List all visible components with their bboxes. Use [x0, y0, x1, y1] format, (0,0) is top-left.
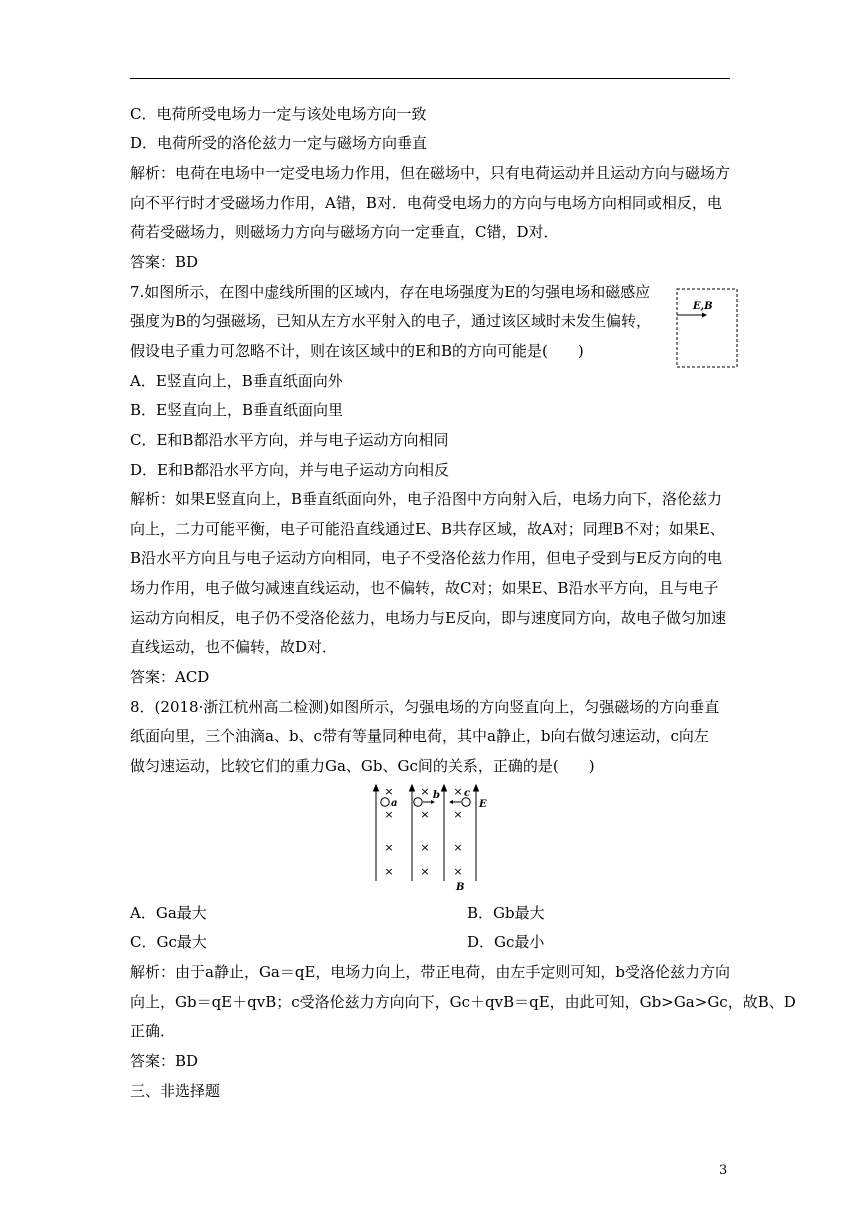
drop-a-label: a — [391, 798, 398, 809]
solution-q6-line1: 解析：电荷在电场中一定受电场力作用，但在磁场中，只有电荷运动并且运动方向与磁场方 — [130, 164, 731, 182]
solution-q6-line2: 向不平行时才受磁场力作用，A错，B对．电荷受电场力的方向与电场方向相同或相反，电 — [130, 194, 722, 212]
svg-text:×: × — [420, 841, 430, 854]
drop-c-label: c — [464, 788, 471, 799]
svg-text:×: × — [453, 841, 463, 854]
question-7-line1: 7.如图所示，在图中虚线所围的区域内，存在电场强度为E的匀强电场和磁感应 — [130, 283, 651, 301]
solution-q7-line4: 场力作用，电子做匀减速直线运动，也不偏转，故C对；如果E、B沿水平方向，且与电子 — [130, 579, 719, 597]
field-b-label: B — [456, 882, 465, 891]
solution-q7-line3: B沿水平方向且与电子运动方向相同，电子不受洛伦兹力作用，但电子受到与E反方向的电 — [130, 549, 722, 567]
svg-text:×: × — [384, 865, 394, 878]
page-number: 3 — [719, 1163, 728, 1178]
svg-text:×: × — [453, 865, 463, 878]
svg-text:×: × — [384, 785, 394, 798]
option-a-q7: A．E竖直向上，B垂直纸面向外 — [130, 372, 343, 390]
figure-field-region — [676, 288, 738, 368]
drop-b-label: b — [433, 790, 440, 801]
solution-q8-line1: 解析：由于a静止，Ga＝qE，电场力向上，带正电荷，由左手定则可知，b受洛伦兹力方向 — [130, 963, 731, 981]
solution-q6-line3: 荷若受磁场力，则磁场力方向与磁场方向一定垂直，C错，D对． — [130, 223, 559, 241]
section-heading: 三、非选择题 — [130, 1082, 221, 1100]
svg-text:×: × — [384, 841, 394, 854]
arrow-left-icon — [449, 800, 453, 804]
option-d-q8: D．Gc最小 — [467, 933, 545, 951]
option-c-q6: C．电荷所受电场力一定与该处电场方向一致 — [130, 105, 427, 123]
solution-q8-line3: 正确． — [130, 1022, 176, 1040]
question-8-line1: 8．(2018·浙江杭州高二检测)如图所示，匀强电场的方向竖直向上，匀强磁场的方向垂直 — [130, 698, 720, 716]
answer-q7: 答案：ACD — [130, 668, 210, 686]
figure-oil-drops — [368, 783, 492, 891]
question-8-line2: 纸面向里，三个油滴a、b、c带有等量同种电荷，其中a静止，b向右做匀速运动，c向左 — [130, 727, 709, 745]
field-e-label: E — [479, 799, 487, 810]
svg-text:×: × — [420, 808, 430, 821]
drop-c-icon — [462, 798, 470, 806]
svg-text:×: × — [420, 865, 430, 878]
solution-q7-line2: 向上，二力可能平衡，电子可能沿直线通过E、B共存区域，故A对；同理B不对；如果E、 — [130, 520, 725, 538]
solution-q8-line2: 向上，Gb＝qE＋qvB；c受洛伦兹力方向向下，Gc＋qvB＝qE，由此可知，Gb>Ga>Gc，故B、D — [130, 993, 796, 1011]
drop-a-icon — [381, 798, 389, 806]
svg-text:×: × — [420, 785, 430, 798]
solution-q7-line5: 运动方向相反，电子仍不受洛伦兹力，电场力与E反向，即与速度同方向，故电子做匀加速 — [130, 609, 726, 627]
figure1-label: E,B — [693, 301, 713, 312]
question-8-line3: 做匀速运动，比较它们的重力Ga、Gb、Gc间的关系，正确的是( ) — [130, 757, 595, 775]
option-b-q8: B．Gb最大 — [467, 904, 545, 922]
question-7-line2: 强度为B的匀强磁场，已知从左方水平射入的电子，通过该区域时未发生偏转， — [130, 312, 652, 330]
header-rule — [130, 78, 730, 79]
solution-q7-line1: 解析：如果E竖直向上，B垂直纸面向外，电子沿图中方向射入后，电场力向下，洛伦兹力 — [130, 490, 722, 508]
svg-text:×: × — [384, 808, 394, 821]
solution-q7-line6: 直线运动，也不偏转，故D对． — [130, 638, 338, 656]
option-b-q7: B．E竖直向上，B垂直纸面向里 — [130, 401, 343, 419]
svg-text:×: × — [453, 808, 463, 821]
question-7-line3: 假设电子重力可忽略不计，则在该区域中的E和B的方向可能是( ) — [130, 342, 584, 360]
svg-text:×: × — [453, 785, 463, 798]
answer-q6: 答案：BD — [130, 253, 199, 271]
option-c-q8: C．Gc最大 — [130, 933, 207, 951]
option-a-q8: A．Ga最大 — [130, 904, 207, 922]
option-d-q6: D．电荷所受的洛伦兹力一定与磁场方向垂直 — [130, 134, 428, 152]
arrow-head-icon — [702, 313, 707, 318]
answer-q8: 答案：BD — [130, 1052, 199, 1070]
option-d-q7: D．E和B都沿水平方向，并与电子运动方向相反 — [130, 461, 450, 479]
drop-b-icon — [414, 798, 422, 806]
option-c-q7: C．E和B都沿水平方向，并与电子运动方向相同 — [130, 431, 449, 449]
